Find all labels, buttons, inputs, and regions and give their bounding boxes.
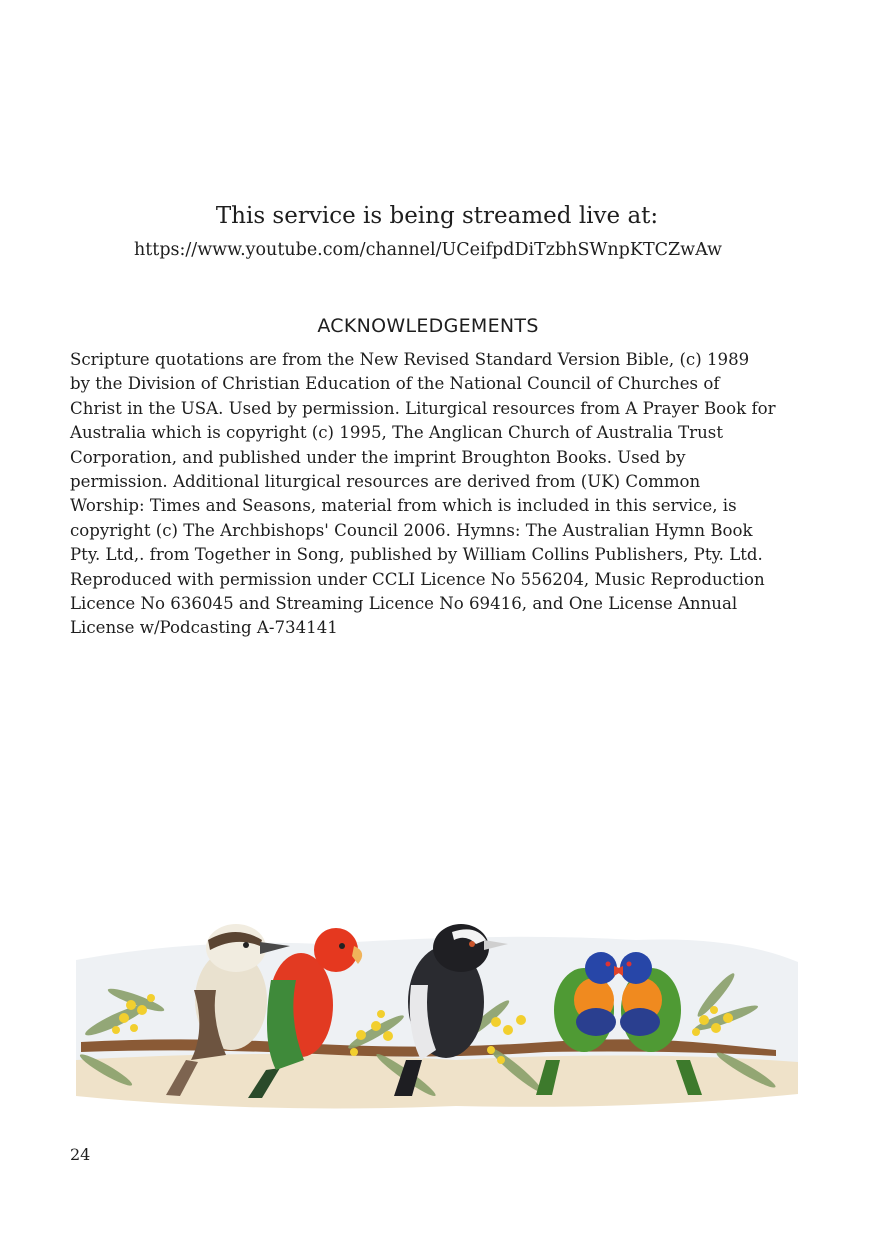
ack-line: copyright (c) The Archbishops' Council 2006. Hymns: The Australian Hymn Book [70, 520, 753, 540]
ack-line: License w/Podcasting A-734141 [70, 618, 338, 638]
ack-line: Pty. Ltd,. from Together in Song, published by William Collins Publishers, Pty. Ltd. [70, 545, 763, 565]
ack-line: permission. Additional liturgical resources are derived from (UK) Common [70, 472, 701, 492]
stream-heading: This service is being streamed live at: [215, 203, 659, 229]
page-number: 24 [70, 1145, 91, 1164]
birds-on-branch-illustration [76, 910, 798, 1125]
ack-line: Corporation, and published under the imprint Broughton Books. Used by [70, 447, 686, 467]
ack-line: Worship: Times and Seasons, material from which is included in this service, is [70, 496, 737, 516]
acknowledgements-title: ACKNOWLEDGEMENTS [317, 315, 539, 337]
ack-line: Australia which is copyright (c) 1995, The Anglican Church of Australia Trust [70, 423, 723, 443]
ack-line: by the Division of Christian Education of the National Council of Churches of [70, 374, 720, 394]
ack-line: Licence No 636045 and Streaming Licence No 69416, and One License Annual [70, 594, 738, 614]
ack-line: Christ in the USA. Used by permission. Liturgical resources from A Prayer Book for [70, 398, 776, 418]
ack-line: Scripture quotations are from the New Revised Standard Version Bible, (c) 1989 [70, 350, 750, 369]
ack-line: Reproduced with permission under CCLI Licence No 556204, Music Reproduction [70, 569, 765, 589]
stream-url[interactable]: https://www.youtube.com/channel/UCeifpdDiTzbhSWnpKTCZwAw [134, 240, 722, 260]
acknowledgements-text [70, 348, 790, 641]
